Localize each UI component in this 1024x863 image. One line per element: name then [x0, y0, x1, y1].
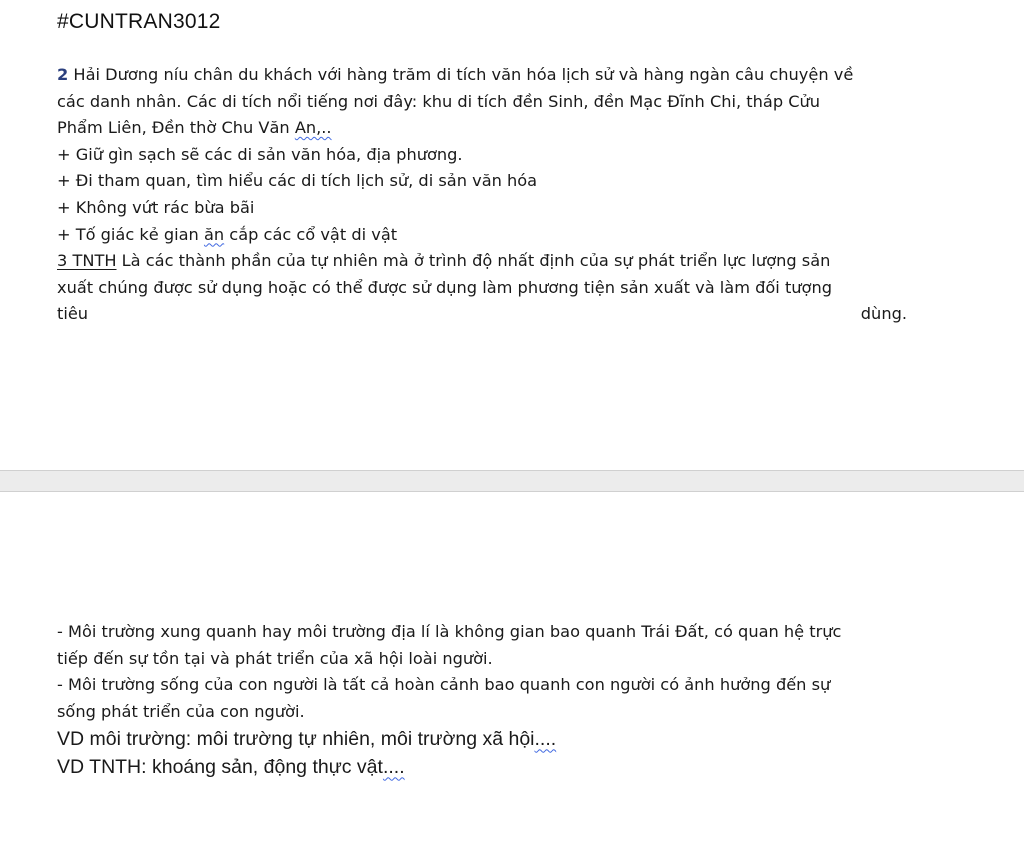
para2-line-1-text: Hải Dương níu chân du khách với hàng trăm di tích văn hóa lịch sử và hàng ngàn câu chuyện về: [68, 65, 854, 84]
bullet-item: + Giữ gìn sạch sẽ các di sản văn hóa, địa phương.: [57, 144, 463, 164]
spellcheck-underline: ăn: [203, 224, 225, 244]
bullet-text: + Tố giác kẻ gian: [57, 224, 204, 244]
para3-line-2: xuất chúng được sử dụng hoặc có thể được sử dụng làm phương tiện sản xuất và làm đối tượng: [57, 277, 832, 297]
example-natural-resources: [57, 753, 907, 781]
example-environment: [57, 725, 907, 753]
para2-line-1: [57, 62, 907, 89]
hashtag-title: #CUNTRAN3012: [57, 10, 221, 33]
env-bullet-1-line-2: tiếp đến sự tồn tại và phát triển của xã hội loài người.: [57, 648, 493, 668]
para2-line-3: [57, 115, 907, 142]
para3-line-3-left: tiêu: [57, 304, 89, 324]
environment-notes: [57, 619, 907, 781]
para3-line-1: [57, 248, 907, 275]
question-label-3: 3 TNTH: [57, 251, 117, 271]
spellcheck-underline: An,..: [294, 118, 332, 138]
bullet-text: cắp các cổ vật di vật: [224, 224, 398, 244]
example-natural-resources-text: VD TNTH: khoáng sản, động thực vật: [57, 756, 383, 779]
env-bullet-2-line-2: sống phát triển của con người.: [57, 701, 305, 721]
env-bullet-1-line-1: - Môi trường xung quanh hay môi trường địa lí là không gian bao quanh Trái Đất, có quan hệ trực: [57, 622, 842, 641]
question-number-2: 2: [57, 65, 69, 84]
env-bullet-2-line-1: - Môi trường sống của con người là tất cả hoàn cảnh bao quanh con người có ảnh hưởng đến sự: [57, 675, 831, 695]
para3-line-3: [57, 301, 907, 328]
para3-line-3-right: dùng.: [860, 304, 907, 324]
bullet-item: [57, 222, 907, 249]
spellcheck-underline: ....: [382, 756, 405, 779]
example-environment-text: VD môi trường: môi trường tự nhiên, môi trường xã hội: [57, 728, 535, 751]
spellcheck-underline: ....: [534, 728, 557, 751]
para3-line-1-text: Là các thành phần của tự nhiên mà ở trình độ nhất định của sự phát triển lực lượng sản: [116, 251, 831, 271]
bullet-item: + Đi tham quan, tìm hiểu các di tích lịch sử, di sản văn hóa: [57, 171, 538, 191]
para2-line-2: các danh nhân. Các di tích nổi tiếng nơi đây: khu di tích đền Sinh, đền Mạc Đĩnh Chi, tháp Cửu: [57, 91, 821, 111]
answer-body: [57, 62, 907, 328]
page-break-divider: [0, 470, 1024, 492]
bullet-item: + Không vứt rác bừa bãi: [57, 197, 255, 217]
para2-line-3-text: Phẩm Liên, Đền thờ Chu Văn: [57, 118, 295, 138]
